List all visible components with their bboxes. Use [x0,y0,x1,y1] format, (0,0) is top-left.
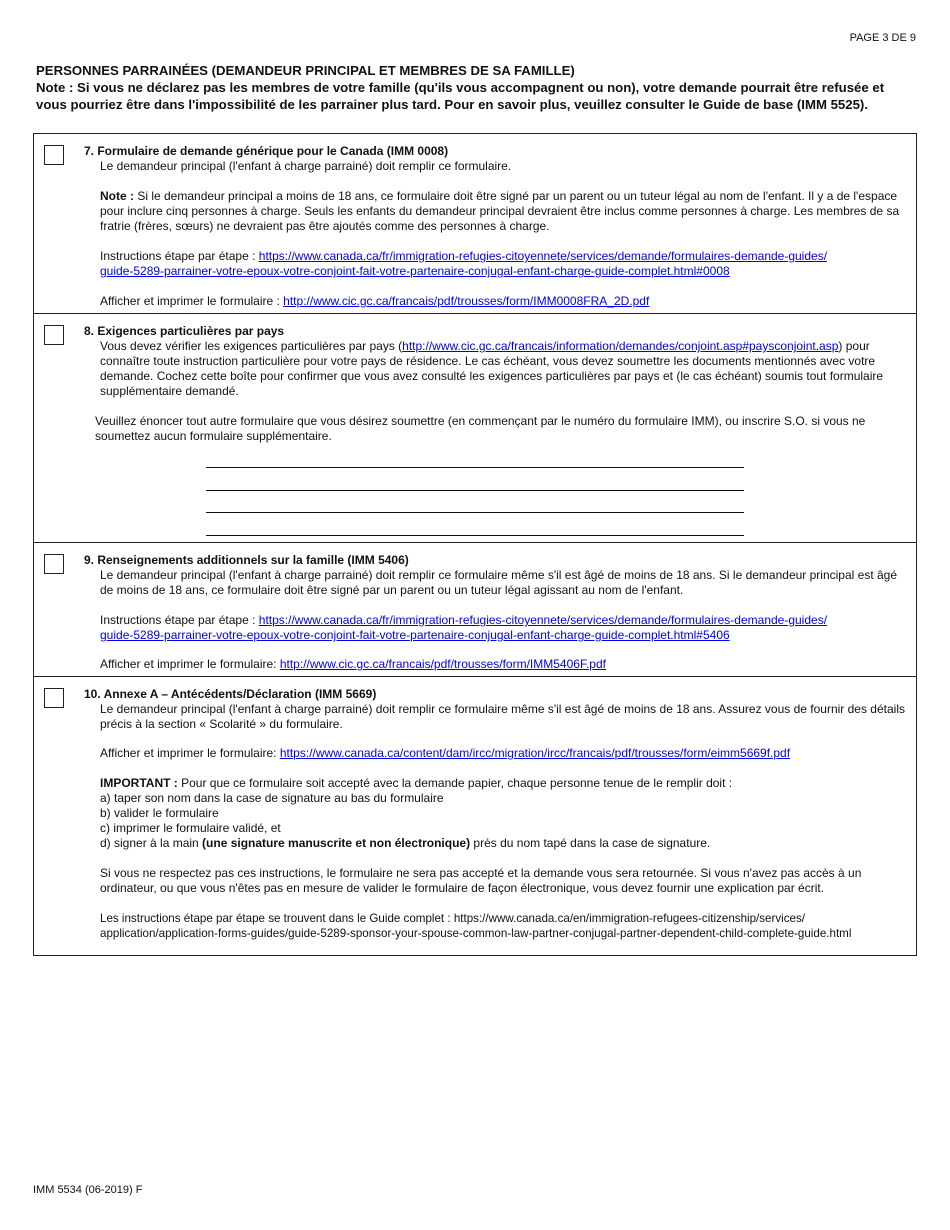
section-header [36,62,916,113]
checklist-item-10 [34,677,916,955]
write-line-2[interactable] [206,490,744,491]
item-9-instr-label: Instructions étape par étape : [100,613,259,627]
item-7-form [100,294,906,309]
checklist-item-8 [34,314,916,543]
step-b: b) valider le formulaire [100,806,219,820]
checklist-item-9 [34,543,916,677]
item-7-instr-link-1[interactable]: https://www.canada.ca/fr/immigration-refugies-citoyennete/services/demande/formulaires-demande-guides/ [258,249,828,263]
item-7-note [100,189,906,234]
item-7-instr-link-2[interactable]: guide-5289-parrainer-votre-epoux-votre-conjoint-fait-votre-partenaire-conjugal-enfant-charge-guide-complet.html#0008 [100,264,730,278]
item-9-instr-link-1[interactable]: https://www.canada.ca/fr/immigration-refugies-citoyennete/services/demande/formulaires-demande-guides/ [258,613,828,627]
form-code-footer: IMM 5534 (06-2019) F [33,1184,143,1196]
item-7-instructions [100,249,906,279]
item-8-desc [100,339,906,399]
item-9-instructions [100,613,906,643]
item-8-other-forms: Veuillez énoncer tout autre formulaire que vous désirez soumettre (en commençant par le numéro du formulaire IMM), ou inscrire S.O. si vous ne soumettez aucun formulaire supplémentaire. [95,414,866,443]
item-8-desc-before: Vous devez vérifier les exigences particulières par pays ( [100,339,403,353]
item-9-form-label: Afficher et imprimer le formulaire: [100,657,280,671]
step-d-bold: (une signature manuscrite et non électronique) [202,836,471,850]
step-d [100,836,906,851]
checkbox-item-7[interactable] [44,145,64,165]
write-line-4[interactable] [206,535,744,536]
checkbox-item-10[interactable] [44,688,64,708]
step-a: a) taper son nom dans la case de signature au bas du formulaire [100,791,444,805]
item-10-desc: Le demandeur principal (l'enfant à charge parrainé) doit remplir ce formulaire même s'il est âgé de moins de 18 ans. Assurez vous de fournir des détails précis à la section « Scolarité » du formulaire. [100,702,905,731]
important-line [100,776,906,791]
item-10-title: 10. Annexe A – Antécédents/Déclaration (IMM 5669) [84,687,377,701]
item-10-form-link[interactable]: https://www.canada.ca/content/dam/ircc/migration/ircc/francais/pdf/trousses/form/eimm5669f.pdf [279,746,791,760]
write-line-3[interactable] [206,512,744,513]
item-10-form [100,746,906,761]
guide-line-1: Les instructions étape par étape se trouvent dans le Guide complet : https://www.canada.ca/en/immigration-refugees-citizenship/services/ [100,912,806,925]
step-d-after: près du nom tapé dans la case de signature. [470,836,711,850]
step-c: c) imprimer le formulaire validé, et [100,821,281,835]
checkbox-item-9[interactable] [44,554,64,574]
checkbox-item-8[interactable] [44,325,64,345]
item-7-desc: Le demandeur principal (l'enfant à charge parrainé) doit remplir ce formulaire. [100,159,512,173]
item-7-title: 7. Formulaire de demande générique pour le Canada (IMM 0008) [84,144,449,158]
write-line-1[interactable] [206,467,744,468]
header-note: Note : Si vous ne déclarez pas les membres de votre famille (qu'ils vous accompagnent ou non), votre demande pourrait être refusée et vous pourriez être dans l'impossibilité de les parrainer plus tard. Pour en savoir plus, veuillez consulter le Guide de base (IMM 5525). [36,80,885,112]
item-8-title: 8. Exigences particulières par pays [84,324,285,338]
item-9-title: 9. Renseignements additionnels sur la famille (IMM 5406) [84,553,409,567]
guide-line-2: application/application-forms-guides/guide-5289-sponsor-your-spouse-common-law-partner-conjugal-partner-dependent-child-complete-guide.html [100,927,852,940]
item-9-form [100,657,906,672]
section-title: PERSONNES PARRAINÉES (DEMANDEUR PRINCIPAL ET MEMBRES DE SA FAMILLE) [36,63,575,78]
important-text: Pour que ce formulaire soit accepté avec la demande papier, chaque personne tenue de le remplir doit : [177,776,733,790]
checklist-item-7 [34,134,916,314]
item-10-important [100,776,906,851]
item-10-form-label: Afficher et imprimer le formulaire: [100,746,280,760]
item-9-desc: Le demandeur principal (l'enfant à charge parrainé) doit remplir ce formulaire même s'il est âgé de moins de 18 ans. Si le demandeur principal est âgé de moins de 18 ans, ce formulaire doit être signé par un parent ou un tuteur légal agissant au nom de l'enfant. [100,568,898,597]
item-7-note-label: Note : [100,189,134,203]
item-7-note-text: Si le demandeur principal a moins de 18 ans, ce formulaire doit être signé par un parent ou un tuteur légal au nom de l'enfant. Il y a de l'espace pour inclure cinq personnes à charge. Seuls les enfants du demandeur principal devraient être inclus comme personnes à charge. Les membres de sa fratrie (frères, sœurs) ne devraient pas être ajoutés comme des personnes à charge. [100,189,900,233]
item-8-desc-after: ) pour connaître toute instruction particulière pour votre pays de résidence. Le cas échéant, vous devez soumettre les documents mentionnés avec votre demande. Cochez cette boîte pour confirmer que vous avez consulté les exigences particulières par pays et (le cas échéant) soumis tout formulaire supplémentaire demandé. [100,339,884,398]
item-7-instr-label: Instructions étape par étape : [100,249,259,263]
item-8-country-link[interactable]: http://www.cic.gc.ca/francais/information/demandes/conjoint.asp#paysconjoint.asp [402,339,839,353]
item-9-instr-link-2[interactable]: guide-5289-parrainer-votre-epoux-votre-conjoint-fait-votre-partenaire-conjugal-enfant-charge-guide-complet.html#5406 [100,628,730,642]
page-number: PAGE 3 DE 9 [849,32,916,44]
step-d-before: d) signer à la main [100,836,203,850]
item-10-warning: Si vous ne respectez pas ces instructions, le formulaire ne sera pas accepté et la demande vous sera retournée. Si vous n'avez pas accès à un ordinateur, ou que vous n'êtes pas en mesure de valider le formulaire de façon électronique, vous devez fournir une explication par écrit. [100,866,862,895]
item-10-guide [100,911,906,941]
item-9-form-link[interactable]: http://www.cic.gc.ca/francais/pdf/trousses/form/IMM5406F.pdf [279,657,606,671]
important-label: IMPORTANT : [100,776,178,790]
checklist-box [33,133,917,956]
item-7-form-link[interactable]: http://www.cic.gc.ca/francais/pdf/trousses/form/IMM0008FRA_2D.pdf [283,294,650,308]
item-7-form-label: Afficher et imprimer le formulaire : [100,294,284,308]
